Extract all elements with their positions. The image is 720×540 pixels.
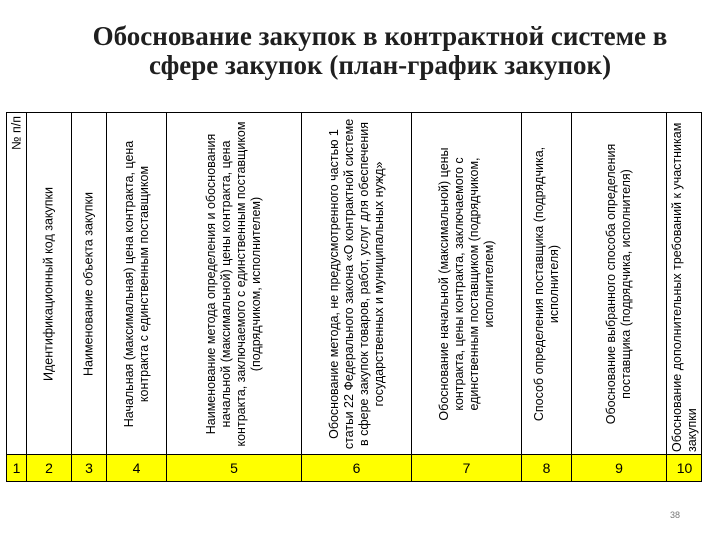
header-text-6: Обоснование метода, не предусмотренного частью 1 статьи 22 Федерального закона «О контрактной системе в сфере закупок товаров, работ, услуг для обеспечения государственных и муниципальных нужд»: [326, 118, 386, 449]
header-text-3: Наименование объекта закупки: [81, 191, 96, 376]
header-text-10: Обоснование дополнительных требований к участникам закупки: [669, 122, 699, 452]
number-cell-7: 7: [411, 455, 521, 481]
number-cell-2: 2: [26, 455, 71, 481]
header-cell-7: [411, 112, 521, 454]
header-cell-3: [71, 112, 106, 454]
header-cell-9: [571, 112, 666, 454]
header-text-2: Идентификационный код закупки: [41, 186, 56, 381]
number-cell-10: 10: [666, 455, 702, 481]
header-text-5: Наименование метода определения и обоснования начальной (максимальной) цены контракта, цена контракта, заключаемого с единственным поставщиком (подрядчиком, исполнителем): [204, 121, 263, 446]
table-right-border: [701, 112, 702, 482]
header-cell-1: [6, 112, 26, 454]
header-row: [6, 112, 702, 454]
number-cell-9: 9: [571, 455, 666, 481]
number-cell-8: 8: [521, 455, 571, 481]
page-number: 38: [669, 510, 680, 520]
number-cell-6: 6: [301, 455, 411, 481]
header-text-4: Начальная (максимальная) цена контракта, цена контракта с единственным поставщиком: [121, 140, 151, 427]
header-text-8: Способ определения поставщика (подрядчика, исполнителя): [531, 146, 561, 421]
number-cell-4: 4: [106, 455, 166, 481]
procurement-table: [6, 112, 702, 482]
number-cell-5: 5: [166, 455, 301, 481]
header-cell-10: [666, 112, 702, 454]
number-row: [6, 454, 702, 482]
header-cell-6: [301, 112, 411, 454]
header-cell-8: [521, 112, 571, 454]
header-cell-2: [26, 112, 71, 454]
number-cell-1: 1: [6, 455, 26, 481]
header-cell-4: [106, 112, 166, 454]
number-cell-3: 3: [71, 455, 106, 481]
header-text-9: Обоснование выбранного способа определения поставщика (подрядчика, исполнителя): [604, 143, 633, 424]
header-cell-5: [166, 112, 301, 454]
slide-title: Обоснование закупок в контрактной системе в сфере закупок (план-график закупок): [92, 21, 668, 80]
header-text-1: № п/п: [9, 115, 23, 150]
header-text-7: Обоснование начальной (максимальной) цены контракта, цены контракта, заключаемого с единственным поставщиком (подрядчиком, исполнителем): [436, 146, 496, 421]
